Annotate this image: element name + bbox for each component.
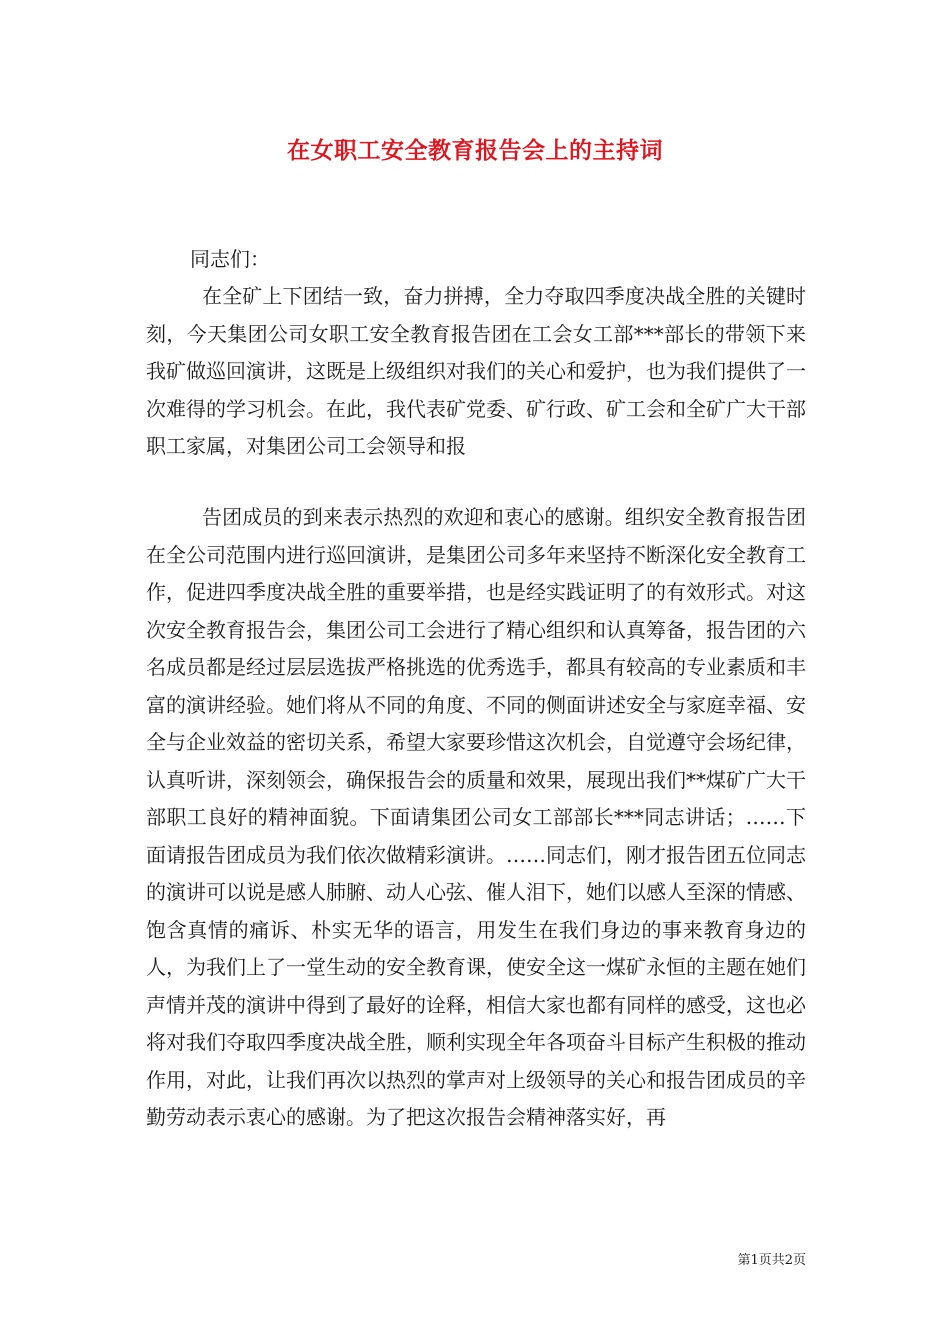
paragraph-2: 告团成员的到来表示热烈的欢迎和衷心的感谢。组织安全教育报告团在全公司范围内进行巡回演讲，是集团公司多年来坚持不断深化安全教育工作，促进四季度决战全胜的重要举措，也是经实践证明了的有效形式。对这次安全教育报告会，集团公司工会进行了精心组织和认真筹备，报告团的六名成员都是经过层层选拔严格挑选的优秀选手，都具有较高的专业素质和丰富的演讲经验。她们将从不同的角度、不同的侧面讲述安全与家庭幸福、安全与企业效益的密切关系，希望大家要珍惜这次机会，自觉遵守会场纪律，认真听讲，深刻领会，确保报告会的质量和效果，展现出我们**煤矿广大干部职工良好的精神面貌。下面请集团公司女工部部长***同志讲话；……下面请报告团成员为我们依次做精彩演讲。……同志们，刚才报告团五位同志的演讲可以说是感人肺腑、动人心弦、催人泪下，她们以感人至深的情感、饱含真情的痛诉、朴实无华的语言，用发生在我们身边的事来教育身边的人，为我们上了一堂生动的安全教育课，使安全这一煤矿永恒的主题在她们声情并茂的演讲中得到了最好的诠释，相信大家也都有同样的感受，这也必将对我们夺取四季度决战全胜，顺利实现全年各项奋斗目标产生积极的推动作用，对此，让我们再次以热烈的掌声对上级领导的关心和报告团成员的辛勤劳动表示衷心的感谢。为了把这次报告会精神落实好，再 (146, 505, 806, 1129)
paragraph-2-block (146, 499, 806, 1137)
page-number-footer: 第1页共2页 (737, 1253, 806, 1268)
paragraph-1: 在全矿上下团结一致，奋力拼搏，全力夺取四季度决战全胜的关键时刻，今天集团公司女职工安全教育报告团在工会女工部***部长的带领下来我矿做巡回演讲，这既是上级组织对我们的关心和爱护，也为我们提供了一次难得的学习机会。在此，我代表矿党委、矿行政、矿工会和全矿广大干部职工家属，对集团公司工会领导和报 (146, 284, 806, 458)
paragraph-1-block (146, 278, 806, 466)
salutation: 同志们： (190, 247, 270, 271)
document-title: 在女职工安全教育报告会上的主持词 (287, 137, 663, 164)
